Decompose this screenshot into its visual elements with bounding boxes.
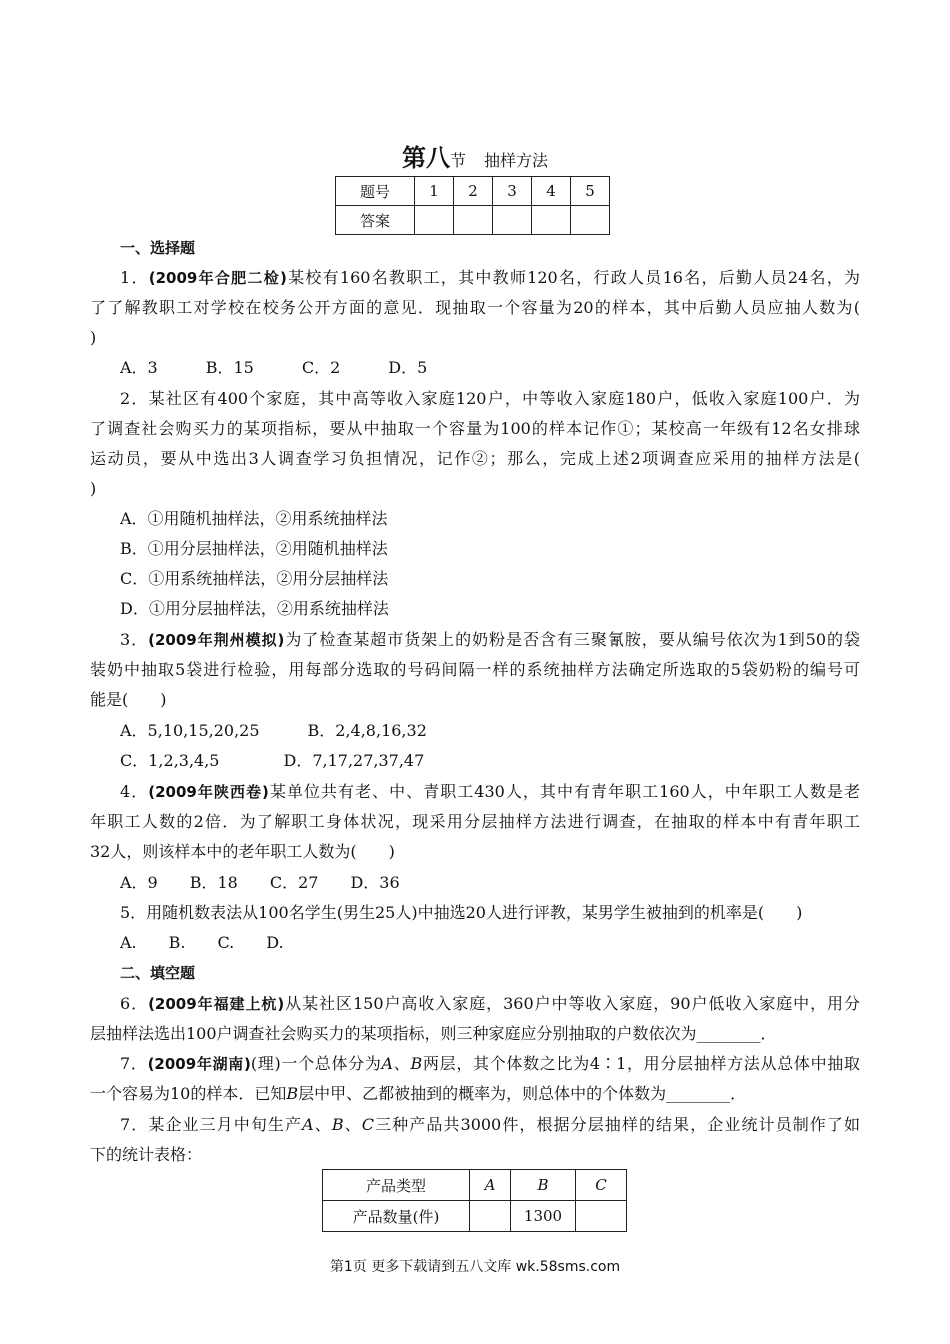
table-cell: 1300 — [511, 1201, 576, 1232]
question-line — [120, 630, 860, 650]
answer-table-number: 3 — [493, 177, 532, 206]
question-text: 一个容易为10的样本．已知 — [90, 1084, 287, 1103]
question-line: 年职工人数的2倍．为了解职工身体状况，现采用分层抽样方法进行调查，在抽取的样本中有青年职工 — [90, 812, 860, 831]
table-cell: 产品数量(件) — [323, 1201, 470, 1232]
question-line: ) — [90, 479, 97, 498]
question-line: 下的统计表格： — [90, 1145, 203, 1164]
question-source: (2009年荆州模拟) — [148, 631, 285, 649]
option-c: C．①用系统抽样法，②用分层抽样法 — [120, 569, 389, 588]
title-sub: 抽样方法 — [484, 151, 549, 170]
question-source: (2009年湖南) — [147, 1055, 251, 1073]
table-cell: 产品类型 — [323, 1170, 470, 1201]
question-number: 4． — [120, 782, 149, 801]
option-a: A．①用随机抽样法，②用系统抽样法 — [120, 509, 388, 528]
title-main: 第八 — [401, 144, 450, 172]
answer-table-number: 2 — [454, 177, 493, 206]
question-line — [120, 1054, 860, 1074]
question-number: 1． — [120, 268, 149, 287]
question-text: 三种产品共3000件，根据分层抽样的结果，企业统计员制作了如 — [374, 1115, 860, 1134]
answer-table-number: 4 — [532, 177, 571, 206]
question-line: 能是( ) — [90, 690, 167, 709]
question-text: 两层，其个体数之比为4∶1，用分层抽样方法从总体中抽取 — [422, 1054, 860, 1073]
question-line: 2．某社区有400个家庭，其中高等收入家庭120户，中等收入家庭180户，低收入家庭100户．为 — [120, 389, 860, 408]
table-cell: C — [576, 1170, 627, 1201]
question-line: 层抽样法选出100户调查社会购买力的某项指标，则三种家庭应分别抽取的户数依次为________． — [90, 1024, 777, 1043]
question-source: (2009年福建上杭) — [148, 995, 285, 1013]
var-a: A — [302, 1115, 314, 1134]
question-line — [120, 268, 860, 288]
question-line: 了了解教职工对学校在校务公开方面的意见．现抽取一个容量为20的样本，其中后勤人员应抽人数为( — [90, 298, 860, 317]
var-b: B — [410, 1054, 423, 1073]
question-text: 从某社区150户高收入家庭，360户中等收入家庭，90户低收入家庭中，用分 — [284, 994, 860, 1013]
question-text: 、 — [343, 1115, 362, 1134]
var-a: A — [381, 1054, 394, 1073]
answer-cell — [454, 206, 493, 235]
table-row — [323, 1201, 627, 1232]
question-number: 6． — [120, 994, 149, 1013]
question-text: 某单位共有老、中、青职工430人，其中有青年职工160人，中年职工人数是老 — [268, 782, 860, 801]
question-line: ) — [90, 328, 97, 347]
question-text: (理)一个总体分为 — [250, 1054, 382, 1073]
answer-table-row — [336, 206, 610, 235]
section-heading: 二、填空题 — [120, 964, 196, 982]
question-line — [120, 1115, 860, 1135]
question-line: 5．用随机数表法从100名学生(男生25人)中抽选20人进行评教，某男学生被抽到的机率是( ) — [120, 903, 803, 922]
question-text: 7．某企业三月中旬生产 — [120, 1115, 303, 1134]
question-line — [120, 782, 860, 802]
question-line — [90, 1084, 860, 1104]
question-text: 、 — [393, 1054, 411, 1073]
page-footer: 第1页 更多下载请到五八文库 wk.58sms.com — [329, 1259, 621, 1275]
question-line: 了调查社会购买力的某项指标，要从中抽取一个容量为100的样本记作①；某校高一年级有12名女排球 — [90, 419, 860, 438]
section-heading: 一、选择题 — [120, 239, 196, 257]
answer-table-number: 5 — [571, 177, 610, 206]
page-title — [0, 138, 950, 173]
question-options: A. B. C. D. — [120, 933, 284, 952]
question-options: C．1,2,3,4,5 D．7,17,27,37,47 — [120, 751, 425, 770]
product-table — [322, 1169, 627, 1232]
answer-cell — [571, 206, 610, 235]
var-c: C — [361, 1115, 375, 1134]
answer-table-header: 题号 — [336, 177, 415, 206]
table-cell: B — [511, 1170, 576, 1201]
question-line: 32人，则该样本中的老年职工人数为( ) — [90, 842, 395, 861]
var-b: B — [331, 1115, 344, 1134]
title-jie: 节 — [449, 151, 466, 170]
option-d: D．①用分层抽样法，②用系统抽样法 — [120, 599, 389, 618]
option-b: B．①用分层抽样法，②用随机抽样法 — [120, 539, 388, 558]
table-row — [323, 1170, 627, 1201]
question-options: A．5,10,15,20,25 B．2,4,8,16,32 — [120, 721, 427, 740]
answer-cell — [493, 206, 532, 235]
answer-cell — [532, 206, 571, 235]
question-number: 3． — [120, 630, 149, 649]
answer-cell — [415, 206, 454, 235]
table-cell — [576, 1201, 627, 1232]
question-text: 某校有160名教职工，其中教师120名，行政人员16名，后勤人员24名，为 — [286, 268, 860, 287]
answer-table — [335, 176, 610, 235]
answer-table-header: 答案 — [336, 206, 415, 235]
question-text: 为了检查某超市货架上的奶粉是否含有三聚氰胺，要从编号依次为1到50的袋 — [284, 630, 860, 649]
table-cell: A — [470, 1170, 511, 1201]
var-b: B — [286, 1084, 299, 1103]
question-source: (2009年合肥二检) — [148, 269, 287, 287]
question-line: 运动员，要从中选出3人调查学习负担情况，记作②；那么，完成上述2项调查应采用的抽样方法是( — [90, 449, 860, 468]
table-cell — [470, 1201, 511, 1232]
question-line: 装奶中抽取5袋进行检验，用每部分选取的号码间隔一样的系统抽样方法确定所选取的5袋奶粉的编号可 — [90, 660, 860, 679]
question-line — [120, 994, 860, 1014]
answer-table-number: 1 — [415, 177, 454, 206]
question-text: 层中甲、乙都被抽到的概率为，则总体中的个体数为________． — [298, 1084, 747, 1103]
question-options: A．3 B．15 C．2 D．5 — [120, 358, 428, 377]
question-options: A．9 B．18 C．27 D．36 — [120, 873, 400, 892]
answer-table-row — [336, 177, 610, 206]
question-number: 7． — [120, 1054, 148, 1073]
question-source: (2009年陕西卷) — [148, 783, 269, 801]
question-text: 、 — [313, 1115, 332, 1134]
